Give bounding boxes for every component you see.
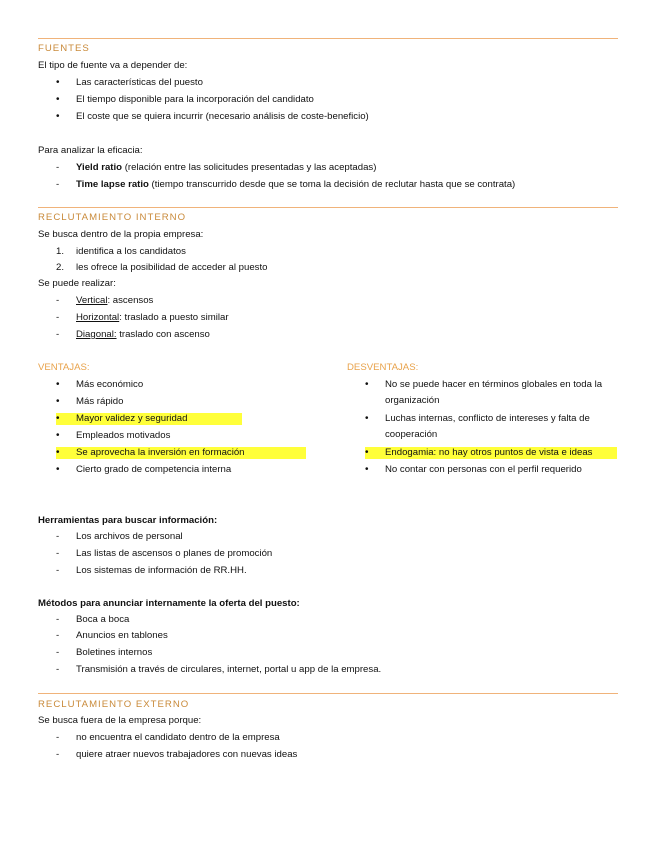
bullet-mark: •: [56, 430, 60, 441]
list-item: 1. identifica a los candidatos: [56, 246, 186, 257]
section-heading-interno: RECLUTAMIENTO INTERNO: [38, 212, 187, 223]
list-item: - Yield ratio (relación entre las solicitudes presentadas y las aceptadas): [56, 162, 377, 173]
list-item-highlighted: • Mayor validez y seguridad: [56, 413, 242, 425]
list-item: - Los archivos de personal: [56, 531, 183, 542]
bullet-mark: •: [56, 464, 60, 475]
bullet-mark: •: [56, 94, 60, 105]
list-item: • No contar con personas con el perfil requerido: [365, 464, 582, 475]
dash-mark: -: [56, 647, 60, 658]
list-item: • El coste que se quiera incurrir (necesario análisis de coste-beneficio): [56, 111, 369, 122]
dash-mark: -: [56, 749, 60, 760]
dash-mark: -: [56, 614, 60, 625]
list-item: • Empleados motivados: [56, 430, 171, 441]
dash-mark: -: [56, 732, 60, 743]
list-item: • El tiempo disponible para la incorporación del candidato: [56, 94, 314, 105]
realizar-intro: Se puede realizar:: [38, 278, 116, 289]
metodos-heading: Métodos para anunciar internamente la oferta del puesto:: [38, 598, 300, 609]
list-item: - Boca a boca: [56, 614, 130, 625]
bullet-mark: •: [56, 77, 60, 88]
list-item-highlighted: • Endogamia: no hay otros puntos de vista e ideas: [365, 447, 617, 459]
list-item: • Las características del puesto: [56, 77, 203, 88]
list-item: - Horizontal: traslado a puesto similar: [56, 312, 229, 323]
dash-mark: -: [56, 162, 60, 173]
bullet-mark: •: [56, 379, 60, 390]
list-item: • Luchas internas, conflicto de intereses y falta de cooperación: [365, 413, 590, 440]
list-item-highlighted: • Se aprovecha la inversión en formación: [56, 447, 306, 459]
eficacia-intro: Para analizar la eficacia:: [38, 145, 143, 156]
dash-mark: -: [56, 548, 60, 559]
list-item: - Los sistemas de información de RR.HH.: [56, 565, 247, 576]
dash-mark: -: [56, 630, 60, 641]
list-item: • Más económico: [56, 379, 144, 390]
section-heading-fuentes: FUENTES: [38, 43, 90, 54]
desventajas-heading: DESVENTAJAS:: [347, 362, 419, 373]
section-divider: [38, 693, 618, 694]
interno-intro: Se busca dentro de la propia empresa:: [38, 229, 204, 240]
list-item: - quiere atraer nuevos trabajadores con nuevas ideas: [56, 749, 298, 760]
fuentes-intro: El tipo de fuente va a depender de:: [38, 60, 188, 71]
list-item: - no encuentra el candidato dentro de la empresa: [56, 732, 280, 743]
dash-mark: -: [56, 179, 60, 190]
tipo-term: Vertical: [76, 295, 108, 306]
bullet-mark: •: [365, 413, 369, 424]
list-item: • No se puede hacer en términos globales en toda la organización: [365, 379, 603, 406]
dash-mark: -: [56, 295, 60, 306]
ventajas-heading: VENTAJAS:: [38, 362, 90, 373]
list-item: - Anuncios en tablones: [56, 630, 168, 641]
section-divider: [38, 207, 618, 208]
step-number: 2.: [56, 262, 65, 273]
bullet-mark: •: [365, 379, 369, 390]
bullet-mark: •: [365, 464, 369, 475]
list-item: 2. les ofrece la posibilidad de acceder al puesto: [56, 262, 268, 273]
list-item: - Time lapse ratio (tiempo transcurrido desde que se toma la decisión de reclutar hasta que se contrata): [56, 179, 516, 190]
dash-mark: -: [56, 329, 60, 340]
dash-mark: -: [56, 312, 60, 323]
bullet-mark: •: [365, 447, 369, 458]
bullet-mark: •: [56, 396, 60, 407]
metric-term: Yield ratio: [76, 162, 123, 173]
dash-mark: -: [56, 664, 60, 675]
section-heading-externo: RECLUTAMIENTO EXTERNO: [38, 699, 190, 710]
section-divider: [38, 38, 618, 39]
bullet-mark: •: [56, 413, 60, 424]
list-item: - Transmisión a través de circulares, internet, portal u app de la empresa.: [56, 664, 382, 675]
list-item: - Diagonal: traslado con ascenso: [56, 329, 210, 340]
list-item: - Boletines internos: [56, 647, 153, 658]
list-item: - Vertical: ascensos: [56, 295, 154, 306]
list-item: - Las listas de ascensos o planes de promoción: [56, 548, 273, 559]
dash-mark: -: [56, 531, 60, 542]
bullet-mark: •: [56, 111, 60, 122]
tipo-term: Horizontal: [76, 312, 120, 323]
tipo-term: Diagonal:: [76, 329, 117, 340]
externo-intro: Se busca fuera de la empresa porque:: [38, 715, 202, 726]
list-item: • Cierto grado de competencia interna: [56, 464, 232, 475]
list-item: • Más rápido: [56, 396, 124, 407]
dash-mark: -: [56, 565, 60, 576]
step-number: 1.: [56, 246, 65, 257]
bullet-mark: •: [56, 447, 60, 458]
metric-term: Time lapse ratio: [76, 179, 149, 190]
herramientas-heading: Herramientas para buscar información:: [38, 515, 218, 526]
